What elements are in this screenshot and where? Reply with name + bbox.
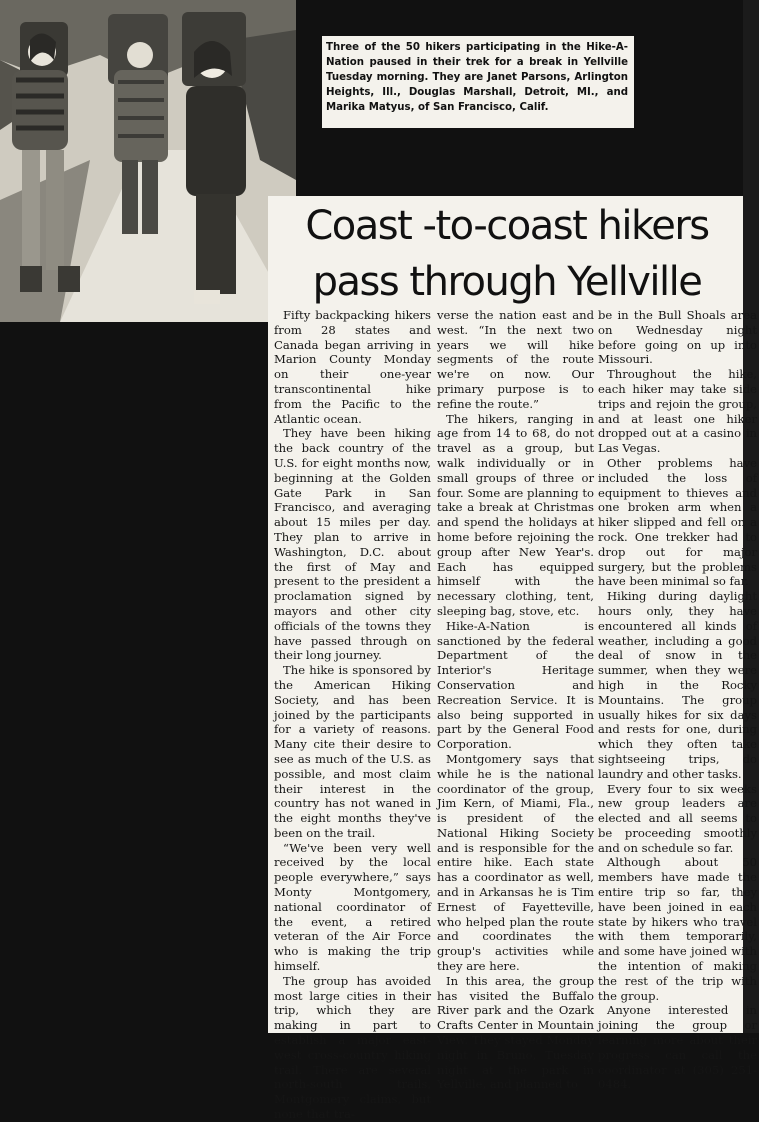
paragraph: Throughout the hike, each hiker may take side trips and rejoin the group, and at least one hiker dropped out at a casino in Las Vegas.: [598, 367, 757, 456]
paragraph: Anyone interested in joining the group or learning more about their progress can call the coordinator at (305) 251-0484.: [598, 1003, 757, 1092]
article-column-1: [274, 308, 431, 1122]
paragraph: Hike-A-Nation is sanctioned by the federal Department of the Interior's Heritage Conservation and Recreation Service. It is also being supported in part by the General Food Corporation.: [437, 618, 594, 752]
headline: Coast -to-coast hikers pass through Yellville: [305, 203, 709, 305]
paragraph: The hikers, ranging in age from 14 to 68, do not travel as a group, but walk individually or in small groups of three or four. Some are planning to take a break at Christmas and spend the holidays at home before rejoining the group after New Year's. Each has equipped himself with the necessary clothing, tent, sleeping bag, stove, etc.: [437, 411, 594, 618]
paragraph: They have been hiking the back country of the U.S. for eight months now, beginning at the Golden Gate Park in San Francisco, and averaging about 15 miles per day. They plan to arrive in Washington, D.C. about the first of May and present to the president a proclamation signed by mayors and other city officials of the towns they have passed through on their long journey.: [274, 426, 431, 663]
paragraph: The hike is sponsored by the American Hiking Society, and has been joined by the participants for a variety of reasons. Many cite their desire to see as much of the U.S. as possible, and most claim their interest in the country has not waned in the eight months they've been on the trail.: [274, 663, 431, 840]
paragraph: “We've been very well received by the local people everywhere,” says Monty Montgomery, national coordinator of the event, a retired veteran of the Air Force who is making the trip himself.: [274, 840, 431, 974]
paragraph: Fifty backpacking hikers from 28 states and Canada began arriving in Marion County Monday on their one-year transcontinental hike from the Pacific to the Atlantic ocean.: [274, 308, 431, 426]
article-column-2: [437, 308, 594, 1092]
paragraph: In this area, the group has visited the Buffalo River park and the Ozark Crafts Center in Mountain View. They stayed Monday night in Bruno, Tuesday night at the park in Yellville, and planned to: [437, 973, 594, 1092]
photo-caption: Three of the 50 hikers participating in the Hike-A-Nation paused in their trek for a break in Yellville Tuesday morning. They are Janet Parsons, Arlington Heights, Ill., Douglas Marshall, Detroit, MI., and Marika Matyus, of San Francisco, Calif.: [322, 36, 634, 128]
paragraph: Other problems have included the loss of equipment to thieves and one broken arm when a hiker slipped and fell on a rock. One trekker had to drop out for major surgery, but the problems have been minimal so far.: [598, 455, 757, 589]
paragraph: verse the nation east and west. “In the next two years we will hike segments of the route we're on now. Our primary purpose is to refine the route.”: [437, 308, 594, 411]
paragraph: Hiking during daylight hours only, they have encountered all kinds of weather, including a good deal of snow in the summer, when they were high in the Rocky Mountains. The group usually hikes for six days and rests for one, during which they often take sightseeing trips, do laundry and other tasks.: [598, 589, 757, 781]
hikers-photo: [0, 0, 296, 322]
paragraph: be in the Bull Shoals area on Wednesday night before going on up into Missouri.: [598, 308, 757, 367]
article-column-3: [598, 308, 757, 1092]
paragraph: Although about 50 members have made the entire trip so far, they have been joined in each state by hikers who travel with them temporarily, and some have joined with the intention of making the rest of the trip with the group.: [598, 855, 757, 1003]
paragraph: The group has avoided most large cities in their trip, which they are making in part to establish a major east-west cross-country hiking trail. There are several north-south trails, Montgomery claims, but none that tra-: [274, 973, 431, 1122]
paragraph: Montgomery says that while he is the national coordinator of the group, Jim Kern, of Miami, Fla., is president of the National Hiking Society and is responsible for the entire hike. Each state has a coordinator as well, and in Arkansas he is Tim Ernest of Fayetteville, who helped plan the route and coordinates the group's activities while they are here.: [437, 751, 594, 974]
paragraph: Every four to six weeks new group leaders are elected and all seems to be proceeding smoothly and on schedule so far.: [598, 781, 757, 855]
